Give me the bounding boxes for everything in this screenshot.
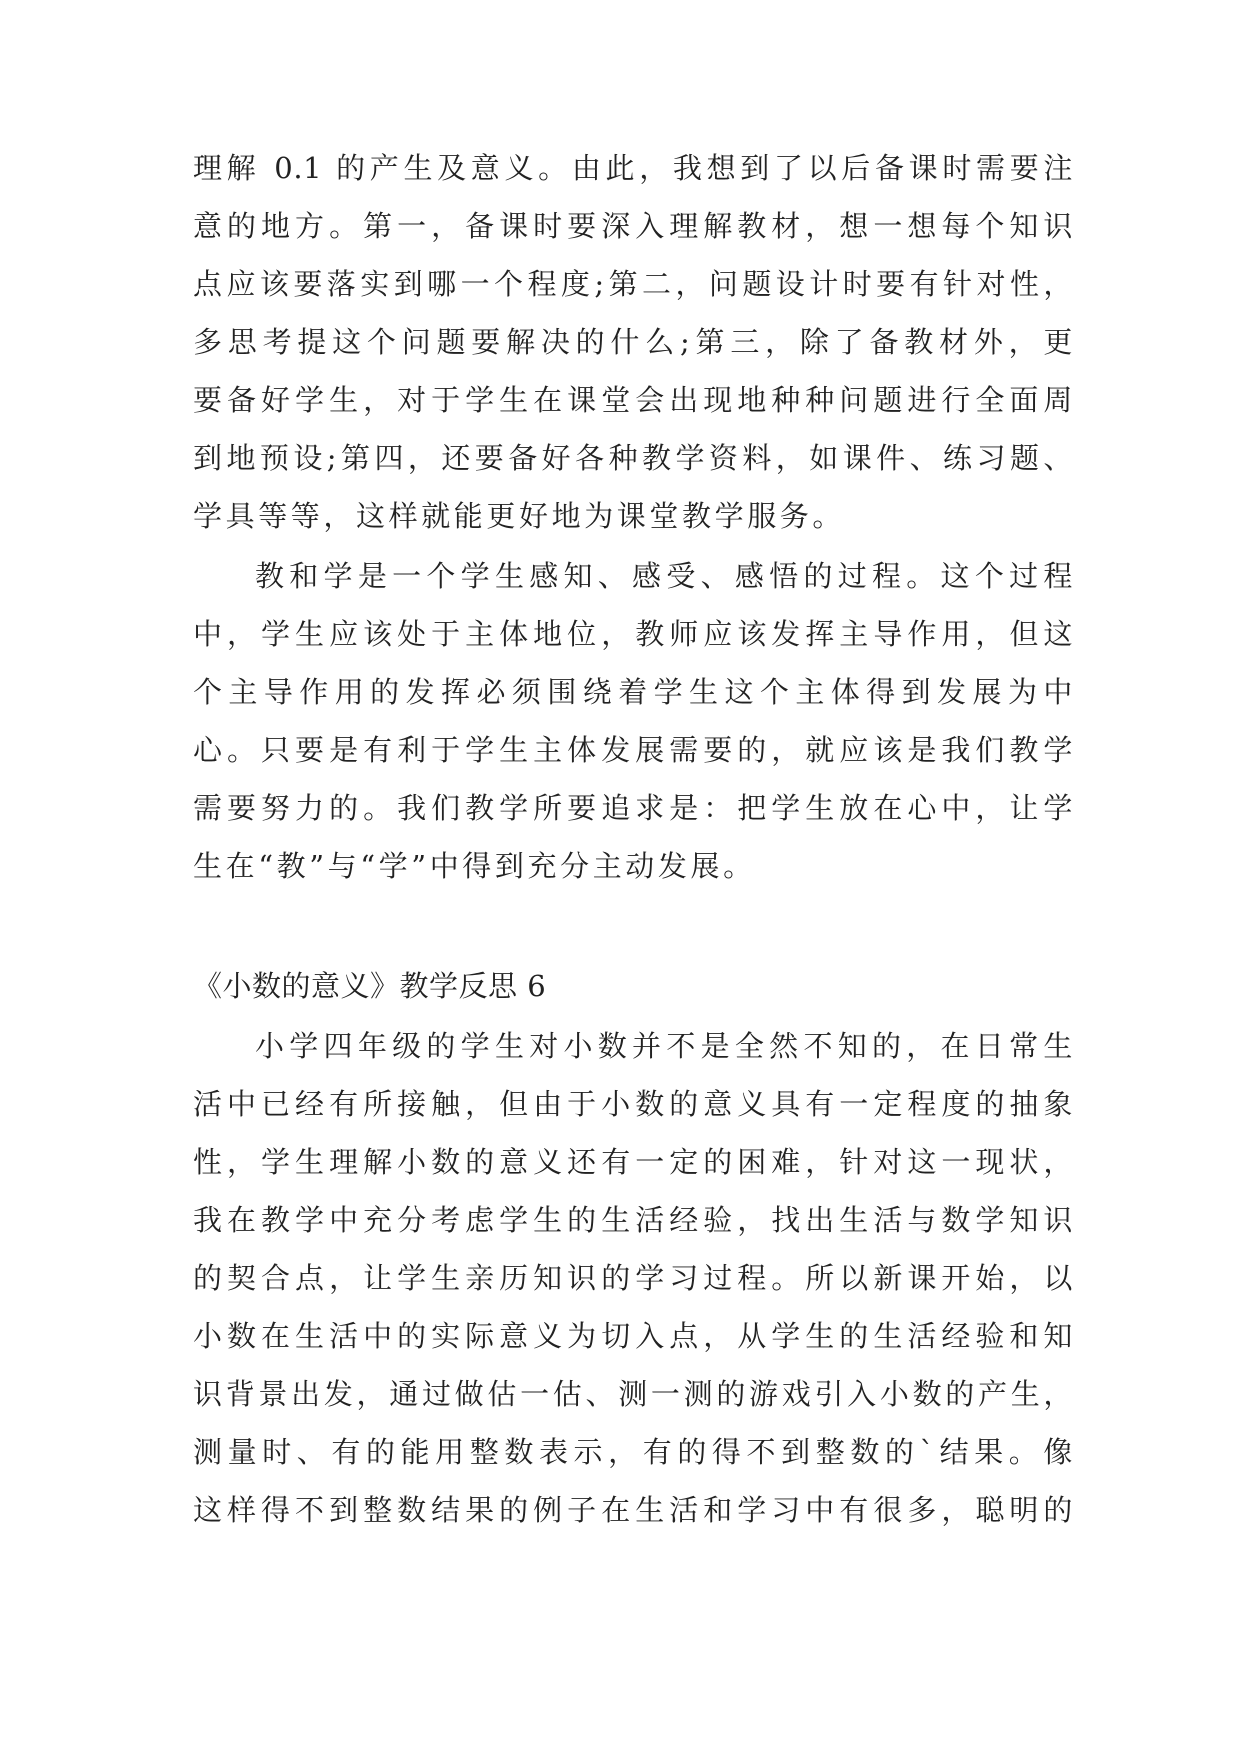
paragraph-1-line-6: 到地预设;第四，还要备好各种教学资料，如课件、练习题、 bbox=[193, 441, 1073, 475]
paragraph-3-line-6: 小数在生活中的实际意义为切入点，从学生的生活经验和知 bbox=[193, 1319, 1073, 1353]
paragraph-1-line-4: 多思考提这个问题要解决的什么;第三，除了备教材外，更 bbox=[193, 325, 1073, 359]
paragraph-1-line-1: 理解 0.1 的产生及意义。由此，我想到了以后备课时需要注 bbox=[193, 151, 1073, 185]
paragraph-2-line-2: 中，学生应该处于主体地位，教师应该发挥主导作用，但这 bbox=[193, 617, 1073, 651]
paragraph-3-line-4: 我在教学中充分考虑学生的生活经验，找出生活与数学知识 bbox=[193, 1203, 1073, 1237]
paragraph-2-line-5: 需要努力的。我们教学所要追求是：把学生放在心中，让学 bbox=[193, 791, 1073, 825]
paragraph-1-line-7: 学具等等，这样就能更好地为课堂教学服务。 bbox=[193, 499, 846, 533]
paragraph-2-line-1: 教和学是一个学生感知、感受、感悟的过程。这个过程 bbox=[255, 559, 1073, 593]
paragraph-1-line-5: 要备好学生，对于学生在课堂会出现地种种问题进行全面周 bbox=[193, 383, 1073, 417]
paragraph-3-line-8: 测量时、有的能用整数表示，有的得不到整数的`结果。像 bbox=[193, 1435, 1073, 1469]
paragraph-3-line-5: 的契合点，让学生亲历知识的学习过程。所以新课开始，以 bbox=[193, 1261, 1073, 1295]
paragraph-2-line-3: 个主导作用的发挥必须围绕着学生这个主体得到发展为中 bbox=[193, 675, 1073, 709]
section-heading: 《小数的意义》教学反思 6 bbox=[193, 969, 547, 1003]
paragraph-1-line-2: 意的地方。第一，备课时要深入理解教材，想一想每个知识 bbox=[193, 209, 1073, 243]
paragraph-3-line-1: 小学四年级的学生对小数并不是全然不知的，在日常生 bbox=[255, 1029, 1073, 1063]
paragraph-3-line-2: 活中已经有所接触，但由于小数的意义具有一定程度的抽象 bbox=[193, 1087, 1073, 1121]
paragraph-1-line-3: 点应该要落实到哪一个程度;第二，问题设计时要有针对性， bbox=[193, 267, 1073, 301]
paragraph-2-line-4: 心。只要是有利于学生主体发展需要的，就应该是我们教学 bbox=[193, 733, 1073, 767]
paragraph-3-line-9: 这样得不到整数结果的例子在生活和学习中有很多，聪明的 bbox=[193, 1493, 1073, 1527]
paragraph-3-line-3: 性，学生理解小数的意义还有一定的困难，针对这一现状， bbox=[193, 1145, 1073, 1179]
paragraph-3-line-7: 识背景出发，通过做估一估、测一测的游戏引入小数的产生， bbox=[193, 1377, 1073, 1411]
paragraph-2-line-6: 生在“教”与“学”中得到充分主动发展。 bbox=[193, 849, 756, 883]
